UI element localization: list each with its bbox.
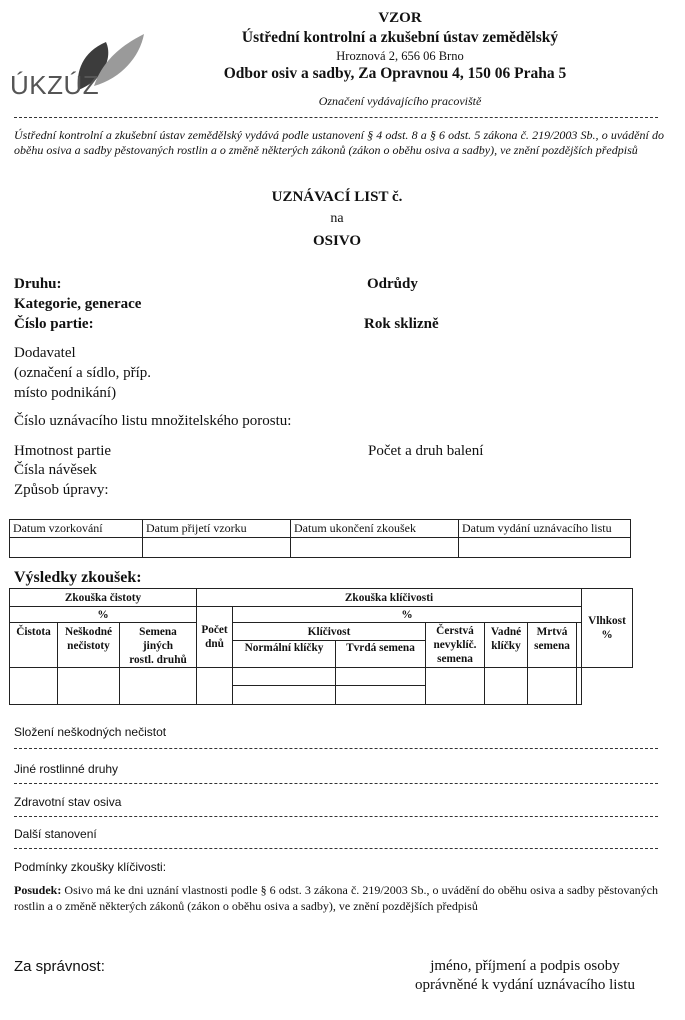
podminky-zkousky: Podmínky zkoušky klíčivosti:	[14, 860, 167, 874]
posudek	[14, 882, 658, 914]
posudek-label: Posudek:	[14, 883, 62, 897]
value-mrtva	[528, 668, 577, 705]
field-zpusob-upravy: Způsob úpravy:	[14, 482, 109, 498]
value-pocet-dnu	[197, 668, 233, 705]
office-note: Označení vydávajícího pracoviště	[318, 94, 482, 108]
zdravotni-stav: Zdravotní stav osiva	[14, 795, 122, 809]
header-neskodne-necistoty: Neškodné nečistoty	[58, 623, 120, 668]
value-tvrda-2	[336, 686, 426, 705]
header-datum-prijeti: Datum přijetí vzorku	[143, 520, 291, 538]
field-cisla-navesek: Čísla návěsek	[14, 462, 97, 478]
value-semena-jinych	[120, 668, 197, 705]
header-vlhkost: Vlhkost %	[582, 589, 633, 668]
za-spravnost: Za správnost:	[14, 958, 105, 975]
field-druh: Druhu:	[14, 276, 62, 292]
divider	[14, 816, 658, 817]
document-title: UZNÁVACÍ LIST č.	[271, 189, 403, 205]
value-cerstva	[426, 668, 485, 705]
field-cislo-listu: Číslo uznávacího listu množitelského porostu:	[14, 413, 292, 429]
value-neskodne	[58, 668, 120, 705]
divider	[14, 748, 658, 749]
dalsi-stanoveni: Další stanovení	[14, 827, 97, 841]
divider	[14, 783, 658, 784]
signature-line-1: jméno, příjmení a podpis osoby	[430, 958, 620, 974]
field-hmotnost: Hmotnost partie	[14, 443, 112, 459]
header-pocet-dnu: Počet dnů	[197, 607, 233, 668]
dates-table	[9, 519, 631, 558]
header-mrtva-semena: Mrtvá semena	[528, 623, 577, 668]
title-na: na	[330, 211, 344, 226]
legal-notice: Ústřední kontrolní a zkušební ústav zemědělský vydává podle ustanovení § 4 odst. 8 a § 6 odst. 5 zákona č. 219/2003 Sb., o uvádění do oběhu osiva a sadby pěstovaných rostlin a o změně některých zákonů (zákon o oběhu osiva a sadby), ve znění pozdějších předpisů	[14, 128, 664, 157]
header-cistota: Čistota	[10, 623, 58, 668]
header-vadne-klicky: Vadné klíčky	[485, 623, 528, 668]
results-table	[9, 588, 633, 705]
institute-address: Hroznová 2, 656 06 Brno	[336, 49, 464, 63]
header-datum-vydani: Datum vydání uznávacího listu	[459, 520, 631, 538]
header-semena-jinych: Semena jiných rostl. druhů	[120, 623, 197, 668]
value-vlhkost	[577, 668, 582, 705]
value-normalni-1	[233, 668, 336, 686]
title-osivo: OSIVO	[312, 233, 362, 249]
germination-percent: %	[233, 607, 582, 623]
results-heading: Výsledky zkoušek:	[14, 569, 142, 586]
header-datum-ukonceni: Datum ukončení zkoušek	[291, 520, 459, 538]
field-rok-sklizne: Rok sklizně	[364, 316, 439, 332]
logo-text: ÚKZÚZ	[10, 70, 100, 100]
value-vadne	[485, 668, 528, 705]
divider	[14, 848, 658, 849]
value-datum-prijeti	[143, 538, 291, 558]
field-dodavatel: Dodavatel	[14, 345, 76, 361]
institute-name: Ústřední kontrolní a zkušební ústav zemědělský	[241, 29, 559, 46]
value-tvrda-1	[336, 668, 426, 686]
header-zkouska-cistoty: Zkouška čistoty	[10, 589, 197, 607]
header-zkouska-klicivosti: Zkouška klíčivosti	[197, 589, 582, 607]
field-kategorie: Kategorie, generace	[14, 296, 142, 312]
field-dodavatel-note2: místo podnikání)	[14, 385, 117, 401]
field-dodavatel-note1: (označení a sídlo, příp.	[14, 365, 152, 381]
header-cerstva-semena: Čerstvá nevyklíč. semena	[426, 623, 485, 668]
field-odrudy: Odrůdy	[367, 276, 418, 292]
purity-percent: %	[10, 607, 197, 623]
institute-logo	[10, 30, 140, 105]
posudek-text: Osivo má ke dni uznání vlastnosti podle § 6 odst. 3 zákona č. 219/2003 Sb., o uvádění do oběhu osiva a sadby pěstovaných rostlin a o změně některých zákonů (zákon o oběhu osiva a sadby), ve znění pozdějších předpisů	[14, 883, 658, 913]
signature-line-2: oprávněné k vydání uznávacího listu	[415, 977, 635, 993]
divider	[14, 117, 658, 118]
vzor-label: VZOR	[378, 10, 422, 26]
field-pocet-baleni: Počet a druh balení	[368, 443, 484, 459]
value-normalni-2	[233, 686, 336, 705]
slozeni-necistot: Složení neškodných nečistot	[14, 725, 167, 739]
jine-druhy: Jiné rostlinné druhy	[14, 762, 119, 776]
field-cislo-partie: Číslo partie:	[14, 316, 94, 332]
header-datum-vzorkovani: Datum vzorkování	[10, 520, 143, 538]
value-datum-ukonceni	[291, 538, 459, 558]
department-address: Odbor osiv a sadby, Za Opravnou 4, 150 06 Praha 5	[223, 65, 567, 82]
header-tvrda-semena: Tvrdá semena	[336, 641, 426, 668]
value-datum-vydani	[459, 538, 631, 558]
header-klicivost: Klíčivost	[233, 623, 426, 641]
value-datum-vzorkovani	[10, 538, 143, 558]
header-normalni-klicky: Normální klíčky	[233, 641, 336, 668]
value-cistota	[10, 668, 58, 705]
